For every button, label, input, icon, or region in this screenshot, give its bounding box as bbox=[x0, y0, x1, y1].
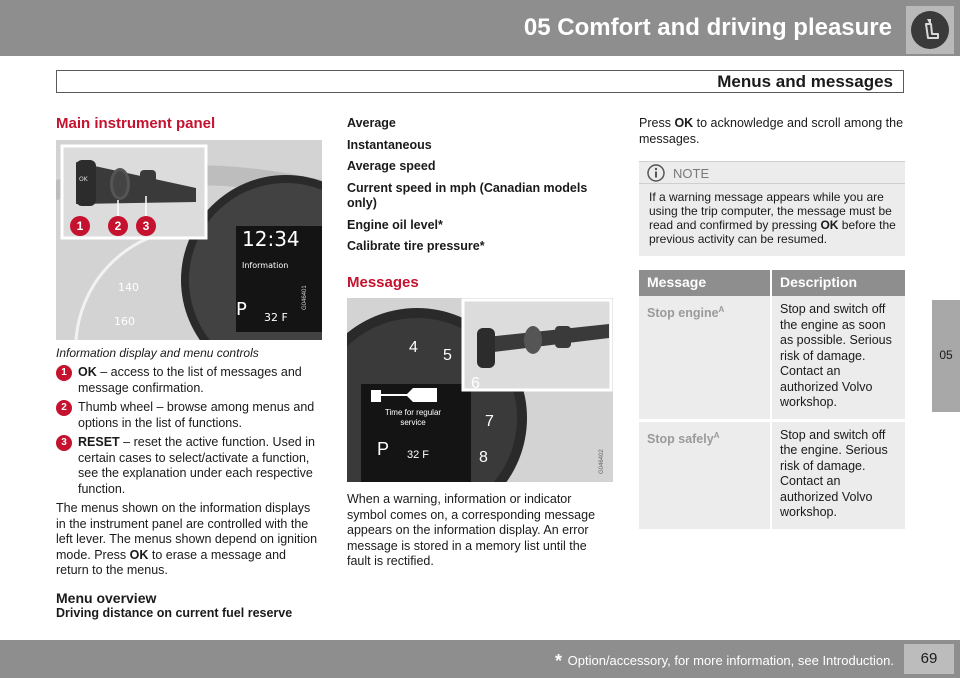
footer-note bbox=[555, 651, 894, 672]
table-row bbox=[639, 296, 905, 420]
menu-item-current-speed: Current speed in mph (Canadian models only) bbox=[347, 180, 588, 210]
callout-item-reset bbox=[56, 435, 322, 497]
message-cell bbox=[639, 420, 771, 529]
instrument-panel-illustration bbox=[56, 140, 322, 340]
callout-term: RESET bbox=[78, 435, 120, 449]
heading-messages: Messages bbox=[347, 273, 419, 291]
callout-item-ok bbox=[56, 365, 322, 396]
callout-item-thumb-wheel bbox=[56, 400, 322, 431]
footnote-marker: A bbox=[713, 430, 720, 440]
heading-main-instrument-panel: Main instrument panel bbox=[56, 115, 216, 132]
menu-item-instantaneous: Instantaneous bbox=[347, 137, 432, 152]
column-3 bbox=[639, 116, 905, 529]
paragraph-text: to acknowledge and scroll among the messages. bbox=[639, 116, 904, 146]
callout-number: 3 bbox=[56, 435, 72, 451]
seat-icon bbox=[911, 11, 949, 49]
lever-ok-label: OK bbox=[79, 175, 88, 183]
chapter-icon-tile bbox=[906, 6, 954, 54]
note-title: NOTE bbox=[673, 166, 710, 181]
messages-paragraph: When a warning, information or indicator symbol comes on, a corresponding message appears on the information display. An error message is stored in a memory list until the fault is rectified. bbox=[347, 492, 596, 568]
message-cell bbox=[639, 296, 771, 420]
table-header-row bbox=[639, 270, 905, 296]
note-body bbox=[639, 184, 905, 256]
dial-number-8: 8 bbox=[479, 449, 488, 466]
note-text: If a warning message appears while you are using the trip computer, the message must be read and confirmed by pressing bbox=[649, 190, 892, 232]
paragraph-text: Press bbox=[639, 116, 675, 130]
dial-number-7: 7 bbox=[485, 413, 494, 430]
chapter-side-tab[interactable] bbox=[932, 300, 960, 412]
callout-number: 2 bbox=[56, 400, 72, 416]
note-text: before the previous activity can be resumed. bbox=[649, 218, 896, 246]
acknowledge-paragraph bbox=[639, 116, 905, 147]
footnote-marker: A bbox=[718, 305, 725, 314]
chapter-tab-label: 05 bbox=[939, 348, 953, 362]
illustration-callout-2: 2 bbox=[108, 216, 128, 236]
footer-band bbox=[0, 640, 960, 678]
section-title: Menus and messages bbox=[717, 72, 893, 91]
column-header-description: Description bbox=[771, 270, 905, 296]
menu-item-engine-oil-level: Engine oil level* bbox=[347, 217, 443, 232]
menu-overview-heading: Menu overview bbox=[56, 589, 157, 606]
paragraph-bold-ok: OK bbox=[674, 116, 694, 130]
column-header-message: Message bbox=[639, 270, 771, 296]
page-number: 69 bbox=[920, 650, 938, 667]
footer-note-text: Option/accessory, for more information, see Introduction. bbox=[567, 653, 894, 668]
display-temp: 32 F bbox=[407, 449, 430, 461]
figure-code: G046401 bbox=[302, 284, 308, 310]
note-bold-ok: OK bbox=[820, 218, 839, 232]
description-cell: Stop and switch off the engine as soon as possible. Serious risk of damage. Contact an authorized Volvo workshop. bbox=[771, 296, 905, 420]
description-cell: Stop and switch off the engine. Serious risk of damage. Contact an authorized Volvo workshop. bbox=[771, 420, 905, 529]
menu-item-driving-distance: Driving distance on current fuel reserve bbox=[56, 606, 293, 620]
menu-item-average-speed: Average speed bbox=[347, 159, 436, 173]
dial-number-6: 6 bbox=[471, 375, 480, 392]
table-row bbox=[639, 420, 905, 529]
paragraph-text: to erase a message and return to the menus. bbox=[56, 547, 286, 577]
menu-item-calibrate-tire-pressure: Calibrate tire pressure* bbox=[347, 239, 485, 253]
message-name: Stop safely bbox=[647, 431, 714, 446]
column-1 bbox=[56, 116, 322, 622]
callout-text: – access to the list of messages and message confirmation. bbox=[78, 365, 302, 395]
menu-item-average: Average bbox=[347, 116, 396, 130]
display-gear: P bbox=[377, 439, 390, 459]
menus-paragraph bbox=[56, 501, 322, 579]
callout-text: Thumb wheel – browse among menus and options in the list of functions. bbox=[78, 400, 315, 430]
message-name: Stop engine bbox=[647, 306, 719, 321]
display-gear: P bbox=[236, 298, 247, 320]
footer-asterisk: * bbox=[555, 651, 563, 671]
callout-term: OK bbox=[78, 365, 97, 379]
header-band bbox=[0, 0, 960, 56]
chapter-title: 05 Comfort and driving pleasure bbox=[523, 14, 892, 41]
note-box bbox=[639, 161, 905, 256]
paragraph-bold-ok: OK bbox=[129, 547, 149, 562]
display-time: 12:34 bbox=[242, 226, 300, 251]
display-message: Time for regular service bbox=[384, 408, 442, 427]
dial-number-5: 5 bbox=[443, 347, 452, 364]
figure-code: G046402 bbox=[599, 449, 605, 474]
display-temp: 32 F bbox=[264, 310, 288, 324]
speed-label-140: 140 bbox=[118, 280, 139, 294]
illustration-callout-1: 1 bbox=[70, 216, 90, 236]
display-label: Information bbox=[242, 260, 289, 270]
column-2 bbox=[347, 116, 613, 570]
section-title-box bbox=[56, 70, 904, 93]
callout-text: – reset the active function. Used in certain cases to select/activate a function, see the explanation under each respective function. bbox=[78, 435, 315, 496]
paragraph-text: The menus shown on the information displays in the instrument panel are controlled with the left lever. The menus shown depend on ignition mode. Press bbox=[56, 501, 318, 562]
dial-number-4: 4 bbox=[409, 339, 418, 356]
speed-label-160: 160 bbox=[114, 314, 135, 328]
note-header bbox=[639, 162, 905, 184]
illustration-callout-3: 3 bbox=[136, 216, 156, 236]
messages-illustration bbox=[347, 298, 613, 482]
page-number-box bbox=[904, 644, 954, 674]
messages-table bbox=[639, 270, 905, 529]
figure-caption: Information display and menu controls bbox=[56, 345, 259, 360]
info-icon bbox=[647, 164, 665, 182]
callout-number: 1 bbox=[56, 365, 72, 381]
